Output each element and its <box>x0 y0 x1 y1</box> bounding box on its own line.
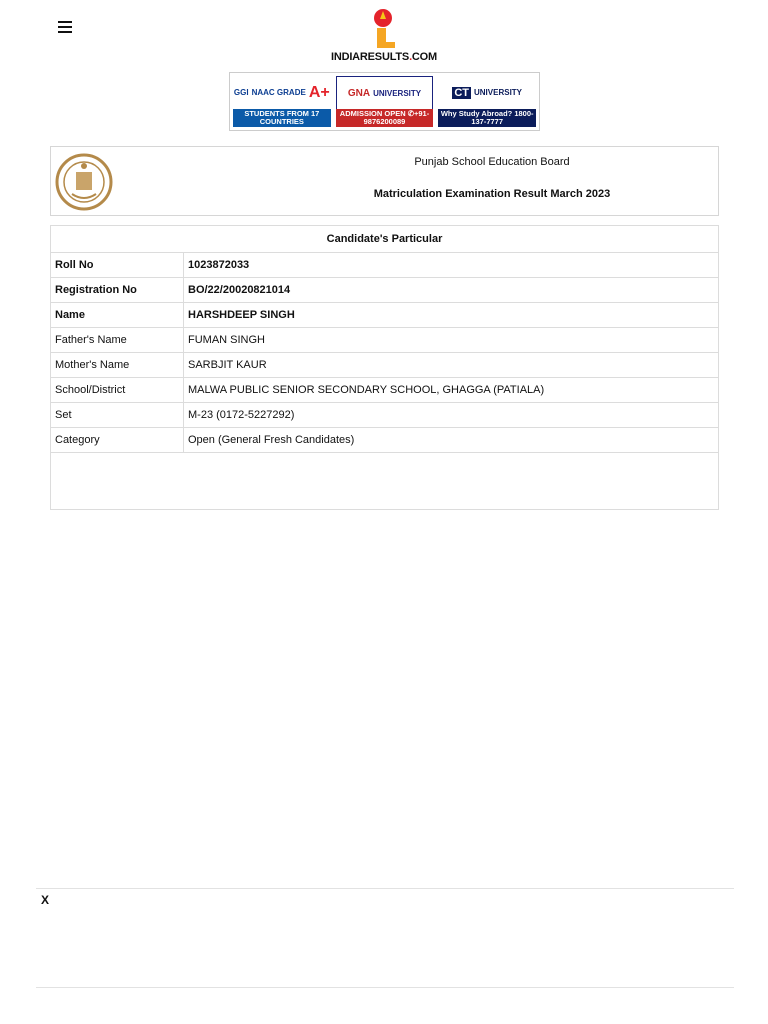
ad-gna[interactable] <box>336 76 434 127</box>
board-header <box>50 146 719 216</box>
row-value: SARBJIT KAUR <box>184 353 719 378</box>
row-label: School/District <box>51 378 184 403</box>
footer-ad-slot <box>36 888 734 988</box>
table-header-row <box>51 226 719 253</box>
row-value: HARSHDEEP SINGH <box>184 303 719 328</box>
logo-mark-icon <box>369 8 399 50</box>
ad-ggi-tagline: STUDENTS FROM 17 COUNTRIES <box>233 109 331 127</box>
ad-gna-university: UNIVERSITY <box>373 88 422 98</box>
table-row <box>51 378 719 403</box>
ad-ggi[interactable] <box>233 76 331 127</box>
ad-ct-university: UNIVERSITY <box>474 88 523 97</box>
row-value: MALWA PUBLIC SENIOR SECONDARY SCHOOL, GHAGGA (PATIALA) <box>184 378 719 403</box>
ad-ggi-grade: A+ <box>308 83 330 101</box>
table-row <box>51 403 719 428</box>
ad-ct[interactable] <box>438 76 536 127</box>
row-value: 1023872033 <box>184 253 719 278</box>
indiaresults-logo[interactable] <box>328 8 440 66</box>
table-row <box>51 253 719 278</box>
ad-banner[interactable] <box>229 72 540 131</box>
row-value: FUMAN SINGH <box>184 328 719 353</box>
table-row <box>51 428 719 453</box>
row-value: BO/22/20020821014 <box>184 278 719 303</box>
board-name: Punjab School Education Board <box>414 156 570 168</box>
pseb-crest-icon <box>54 152 114 212</box>
logo-text: INDIARESULTS.COM <box>330 51 437 63</box>
table-row <box>51 353 719 378</box>
empty-cell <box>51 453 719 510</box>
table-row <box>51 278 719 303</box>
close-ad-button[interactable]: X <box>41 893 50 907</box>
row-value: M-23 (0172-5227292) <box>184 403 719 428</box>
section-title: Candidate's Particular <box>51 226 719 253</box>
table-row <box>51 328 719 353</box>
row-label: Name <box>51 303 184 328</box>
table-empty-row <box>51 453 719 510</box>
ad-ct-tagline: Why Study Abroad? 1800-137-7777 <box>438 109 536 127</box>
ad-ggi-label: GGI <box>233 88 249 97</box>
row-label: Set <box>51 403 184 428</box>
row-label: Father's Name <box>51 328 184 353</box>
hamburger-menu-icon[interactable] <box>58 21 72 35</box>
ad-gna-label: GNA <box>347 87 371 99</box>
row-label: Roll No <box>51 253 184 278</box>
ad-gna-tagline: ADMISSION OPEN ✆+91-9876200089 <box>336 109 434 127</box>
candidate-table <box>50 225 719 510</box>
ad-ct-label: CT <box>454 86 469 99</box>
row-value: Open (General Fresh Candidates) <box>184 428 719 453</box>
row-label: Category <box>51 428 184 453</box>
row-label: Mother's Name <box>51 353 184 378</box>
row-label: Registration No <box>51 278 184 303</box>
ad-ggi-naac: NAAC GRADE <box>251 88 306 97</box>
exam-title: Matriculation Examination Result March 2023 <box>373 188 611 200</box>
table-row <box>51 303 719 328</box>
